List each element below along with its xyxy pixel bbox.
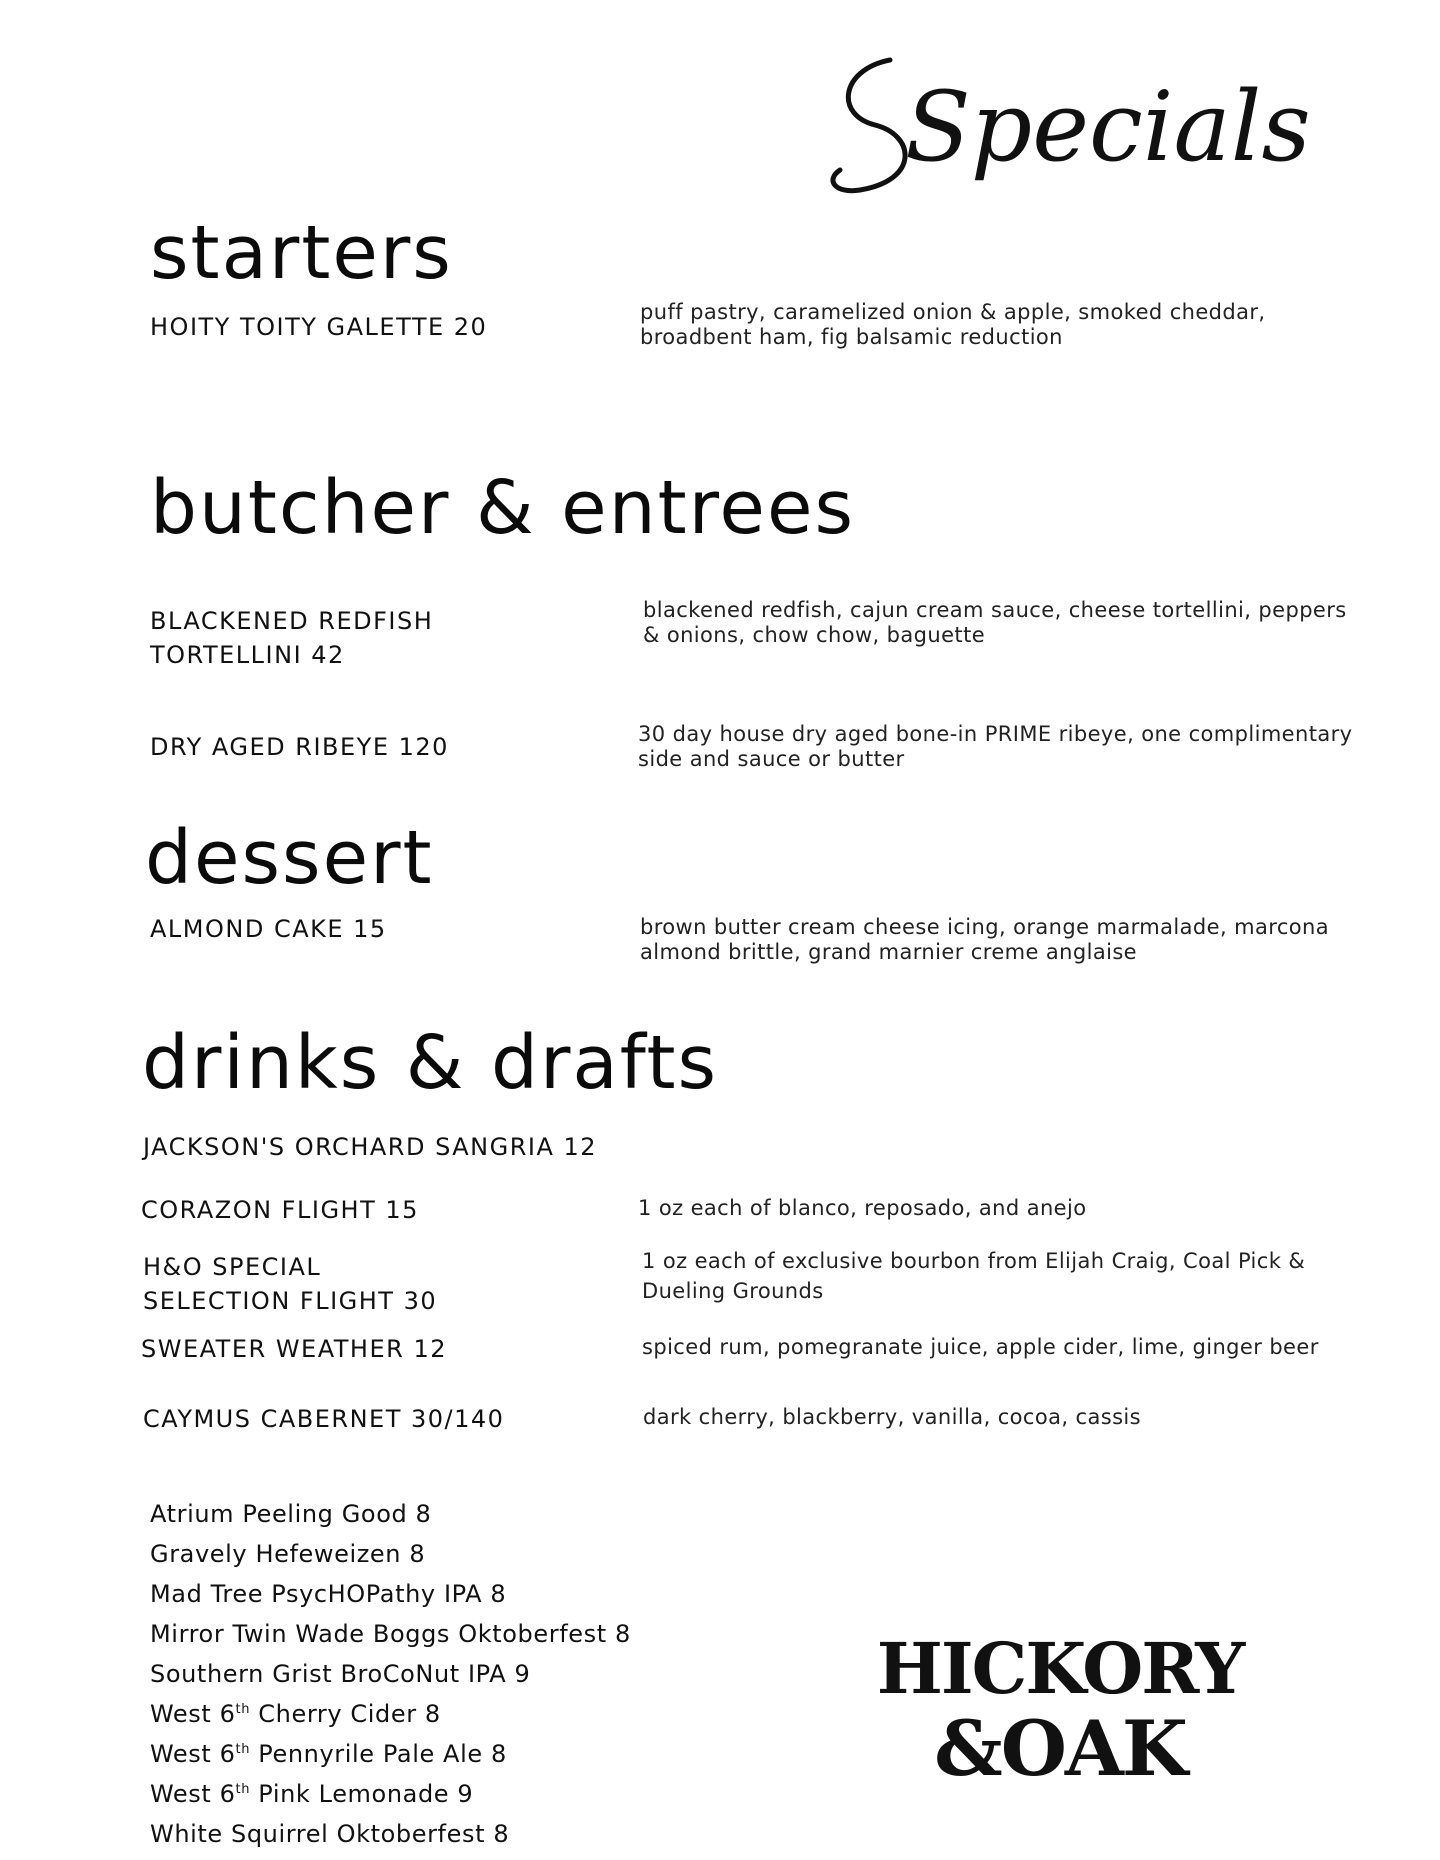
beer-list-item: Southern Grist BroCoNut IPA 9: [150, 1660, 531, 1688]
menu-item-name: H&O SPECIAL SELECTION FLIGHT 30: [143, 1253, 438, 1315]
beer-list-item: White Squirrel Oktoberfest 8: [150, 1820, 510, 1848]
specials-script-title: [820, 30, 1340, 220]
menu-item-name: SWEATER WEATHER 12: [141, 1335, 447, 1363]
beer-list-item: West 6th Cherry Cider 8: [150, 1700, 441, 1728]
menu-item-name: DRY AGED RIBEYE 120: [150, 733, 449, 761]
beer-list-item: Mirror Twin Wade Boggs Oktoberfest 8: [150, 1620, 631, 1648]
menu-item-name: HOITY TOITY GALETTE 20: [150, 313, 488, 341]
menu-item-name: JACKSON'S ORCHARD SANGRIA 12: [143, 1133, 598, 1161]
menu-item-description: dark cherry, blackberry, vanilla, cocoa, cassis: [643, 1405, 1141, 1429]
menu-item-description: 1 oz each of blanco, reposado, and anejo: [638, 1196, 1087, 1220]
menu-item-description: puff pastry, caramelized onion & apple, smoked cheddar, broadbent ham, fig balsamic reduction: [640, 300, 1266, 349]
menu-item-description: 30 day house dry aged bone-in PRIME ribeye, one complimentary side and sauce or butter: [638, 722, 1353, 771]
beer-list-item: Atrium Peeling Good 8: [150, 1500, 432, 1528]
section-title-drinks-drafts: drinks & drafts: [142, 1020, 719, 1106]
menu-item-description: brown butter cream cheese icing, orange marmalade, marcona almond brittle, grand marnier creme anglaise: [640, 915, 1329, 964]
hickory-oak-logo: [860, 1615, 1260, 1795]
menu-item-description: spiced rum, pomegranate juice, apple cider, lime, ginger beer: [642, 1335, 1319, 1359]
menu-item-description: 1 oz each of exclusive bourbon from Elijah Craig, Coal Pick & Dueling Grounds: [642, 1249, 1306, 1303]
draft-beer-list: [150, 1492, 631, 1852]
logo-line-2: &OAK: [934, 1704, 1186, 1793]
menu-item-name: CAYMUS CABERNET 30/140: [143, 1405, 505, 1433]
beer-list-item: West 6th Pennyrile Pale Ale 8: [150, 1740, 507, 1768]
section-title-starters: starters: [150, 210, 453, 296]
beer-list-item: West 6th Pink Lemonade 9: [150, 1780, 474, 1808]
specials-title-text: Specials: [905, 71, 1311, 183]
beer-list-item: Gravely Hefeweizen 8: [150, 1540, 426, 1568]
logo-line-1: HICKORY: [876, 1627, 1244, 1710]
menu-item-name: ALMOND CAKE 15: [150, 915, 387, 943]
menu-item-name: BLACKENED REDFISH TORTELLINI 42: [150, 607, 434, 669]
beer-list-item: Mad Tree PsycHOPathy IPA 8: [150, 1580, 507, 1608]
section-title-butcher-entrees: butcher & entrees: [150, 465, 856, 551]
menu-item-description: blackened redfish, cajun cream sauce, cheese tortellini, peppers & onions, chow chow, baguette: [643, 598, 1347, 647]
section-title-dessert: dessert: [145, 815, 434, 901]
menu-item-name: CORAZON FLIGHT 15: [141, 1196, 419, 1224]
